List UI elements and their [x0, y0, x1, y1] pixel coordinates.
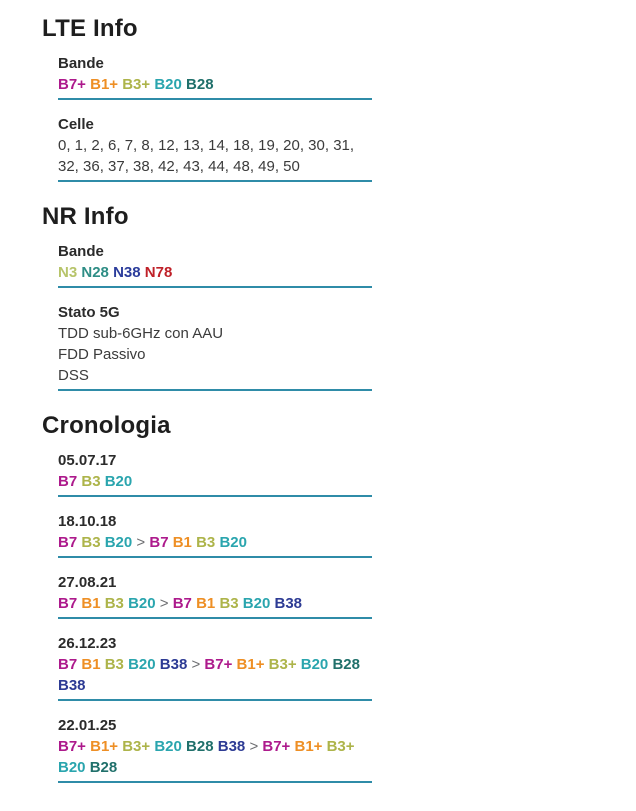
- band-b3: B3: [219, 595, 239, 612]
- band-b7: B7: [149, 534, 169, 551]
- band-b7-plus: B7+: [262, 738, 291, 755]
- cronologia-entry: [58, 450, 372, 497]
- band-b20: B20: [300, 656, 329, 673]
- entry-date: 22.01.25: [58, 717, 117, 734]
- cronologia-title: Cronologia: [42, 412, 171, 439]
- band-n78: N78: [144, 264, 173, 281]
- entry-bands: [58, 593, 372, 614]
- cronologia-entry: [58, 511, 372, 558]
- entry-bands: [58, 532, 372, 553]
- stato-5g-line: FDD Passivo: [58, 346, 146, 363]
- band-b28: B28: [186, 738, 214, 755]
- nr-bande-values: [58, 262, 372, 283]
- entry-date: 26.12.23: [58, 635, 117, 652]
- nr-bande-label: Bande: [58, 243, 104, 260]
- change-separator: >: [136, 534, 146, 551]
- band-b38: B38: [159, 656, 188, 673]
- entry-date: 05.07.17: [58, 452, 117, 469]
- band-b3-plus: B3+: [122, 738, 151, 755]
- entry-date: 27.08.21: [58, 574, 117, 591]
- lte-celle-values: 0, 1, 2, 6, 7, 8, 12, 13, 14, 18, 19, 20, 30, 31, 32, 36, 37, 38, 42, 43, 44, 48, 49, 50: [58, 137, 355, 175]
- band-b7: B7: [58, 656, 78, 673]
- band-b20: B20: [219, 534, 247, 551]
- band-b20: B20: [58, 759, 86, 776]
- entry-date: 18.10.18: [58, 513, 117, 530]
- cronologia-entry: [58, 633, 372, 701]
- lte-celle-label: Celle: [58, 116, 94, 133]
- band-b20: B20: [104, 473, 133, 490]
- lte-bande-values: [58, 74, 372, 95]
- entry-bands: [58, 736, 372, 778]
- nr-bande-block: [58, 241, 372, 288]
- entry-bands: [58, 654, 372, 696]
- band-b20: B20: [128, 595, 156, 612]
- band-b28: B28: [186, 76, 214, 93]
- band-b3: B3: [81, 534, 101, 551]
- lte-celle-block: [58, 114, 372, 182]
- band-b7-plus: B7+: [58, 76, 86, 93]
- band-b20: B20: [128, 656, 156, 673]
- band-b3: B3: [81, 473, 101, 490]
- band-b20: B20: [154, 738, 182, 755]
- cronologia-entry: [58, 715, 372, 783]
- nr-stato-label: Stato 5G: [58, 304, 120, 321]
- lte-bande-block: [58, 53, 372, 100]
- lte-info-title: LTE Info: [42, 15, 138, 42]
- band-b38: B38: [274, 595, 303, 612]
- band-b1: B1: [196, 595, 216, 612]
- change-separator: >: [191, 656, 201, 673]
- band-b1-plus: B1+: [236, 656, 265, 673]
- band-b20: B20: [104, 534, 133, 551]
- band-n38: N38: [113, 264, 141, 281]
- band-b1-plus: B1+: [90, 738, 119, 755]
- band-b3: B3: [196, 534, 216, 551]
- band-b3: B3: [104, 595, 124, 612]
- band-b38: B38: [217, 738, 246, 755]
- band-b20: B20: [154, 76, 182, 93]
- cronologia-entries: [42, 450, 636, 783]
- band-b28: B28: [332, 656, 360, 673]
- nr-info-title: NR Info: [42, 203, 129, 230]
- entry-bands: [58, 471, 372, 492]
- stato-5g-line: DSS: [58, 367, 89, 384]
- lte-bande-label: Bande: [58, 55, 104, 72]
- nr-stato-block: [58, 302, 372, 391]
- change-separator: >: [249, 738, 259, 755]
- band-b7: B7: [58, 534, 78, 551]
- band-b7-plus: B7+: [58, 738, 86, 755]
- band-b20: B20: [242, 595, 271, 612]
- band-b3-plus: B3+: [268, 656, 297, 673]
- band-b1: B1: [81, 656, 101, 673]
- band-b1-plus: B1+: [294, 738, 323, 755]
- band-b7: B7: [58, 595, 78, 612]
- band-n28: N28: [81, 264, 109, 281]
- band-b1-plus: B1+: [90, 76, 119, 93]
- stato-5g-line: TDD sub-6GHz con AAU: [58, 325, 224, 342]
- cronologia-entry: [58, 572, 372, 619]
- band-n3: N3: [58, 264, 78, 281]
- band-b1: B1: [172, 534, 192, 551]
- band-b3-plus: B3+: [122, 76, 151, 93]
- band-b1: B1: [81, 595, 101, 612]
- band-b3: B3: [104, 656, 124, 673]
- change-separator: >: [159, 595, 169, 612]
- band-b7: B7: [172, 595, 192, 612]
- nr-stato-lines: [58, 323, 372, 386]
- band-b3-plus: B3+: [326, 738, 355, 755]
- band-b7-plus: B7+: [204, 656, 233, 673]
- band-b28: B28: [89, 759, 118, 776]
- band-b38: B38: [58, 677, 86, 694]
- band-b7: B7: [58, 473, 78, 490]
